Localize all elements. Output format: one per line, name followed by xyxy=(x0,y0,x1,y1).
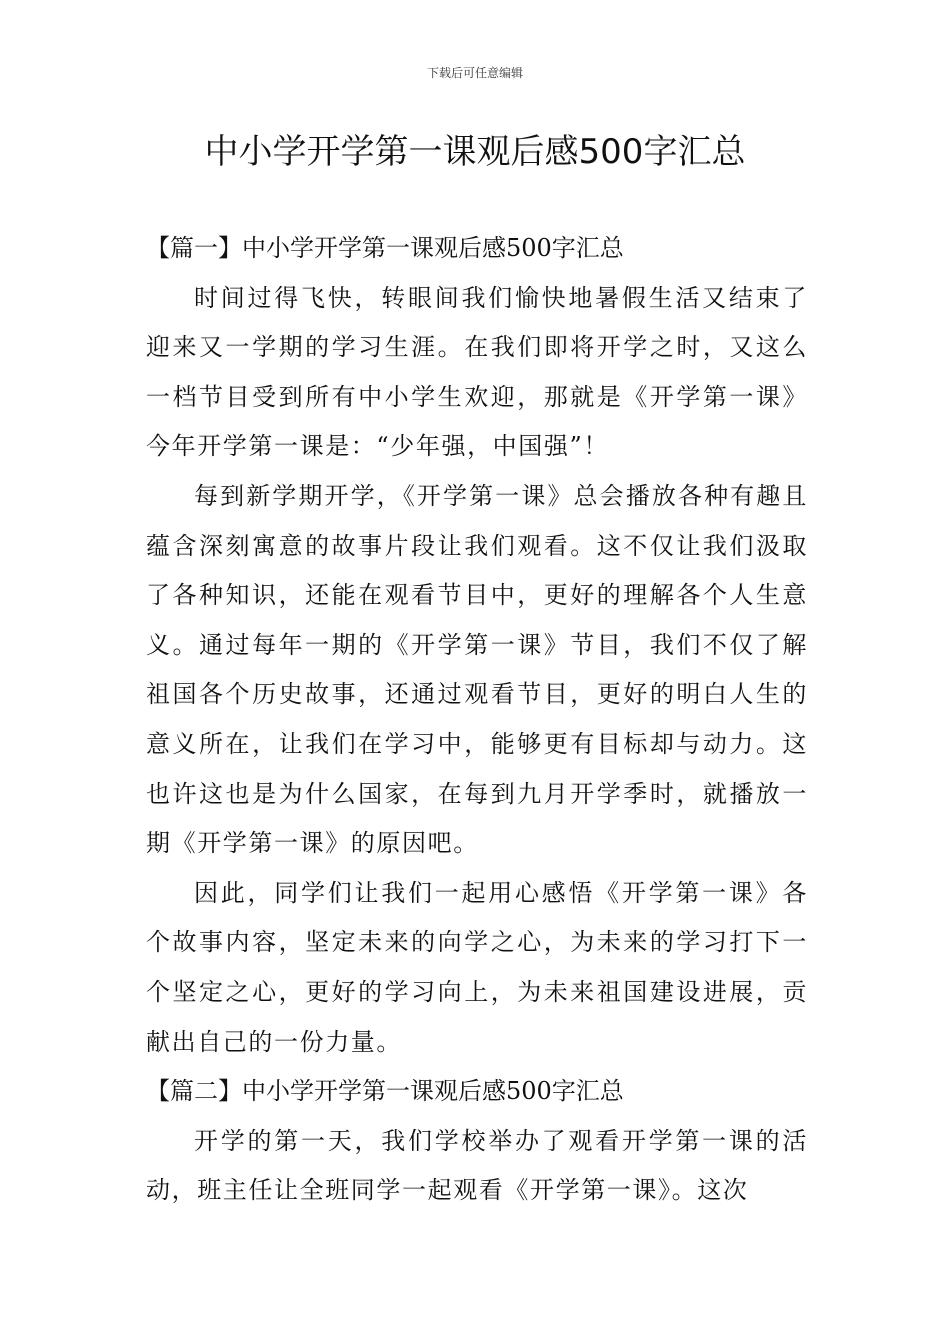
header-note: 下载后可任意编辑 xyxy=(426,66,523,80)
document-body xyxy=(146,224,808,1216)
paragraph: 因此，同学们让我们一起用心感悟《开学第一课》各个故事内容，坚定未来的向学之心，为未来的学习打下一个坚定之心，更好的学习向上，为未来祖国建设进展，贡献出自己的一份力量。 xyxy=(146,878,808,1056)
paragraph: 开学的第一天，我们学校举办了观看开学第一课的活动，班主任让全班同学一起观看《开学第一课》。这次 xyxy=(146,1126,808,1205)
section-heading: 【篇一】中小学开学第一课观后感500字汇总 xyxy=(146,234,624,262)
page-title: 中小学开学第一课观后感500字汇总 xyxy=(204,132,746,172)
section-2 xyxy=(146,1067,808,1216)
paragraph: 每到新学期开学，《开学第一课》总会播放各种有趣且蕴含深刻寓意的故事片段让我们观看。这不仅让我们汲取了各种知识，还能在观看节目中，更好的理解各个人生意义。通过每年一期的《开学第一课》节目，我们不仅了解祖国各个历史故事，还通过观看节目，更好的明白人生的意义所在，让我们在学习中，能够更有目标却与动力。这也许这也是为什么国家，在每到九月开学季时，就播放一期《开学第一课》的原因吧。 xyxy=(146,481,808,858)
section-heading: 【篇二】中小学开学第一课观后感500字汇总 xyxy=(146,1077,624,1106)
section-1 xyxy=(146,224,808,1067)
paragraph: 时间过得飞快，转眼间我们愉快地暑假生活又结束了迎来又一学期的学习生涯。在我们即将开学之时，又这么一档节目受到所有中小学生欢迎，那就是《开学第一课》今年开学第一课是：“少年强，中国强”！ xyxy=(146,283,808,461)
